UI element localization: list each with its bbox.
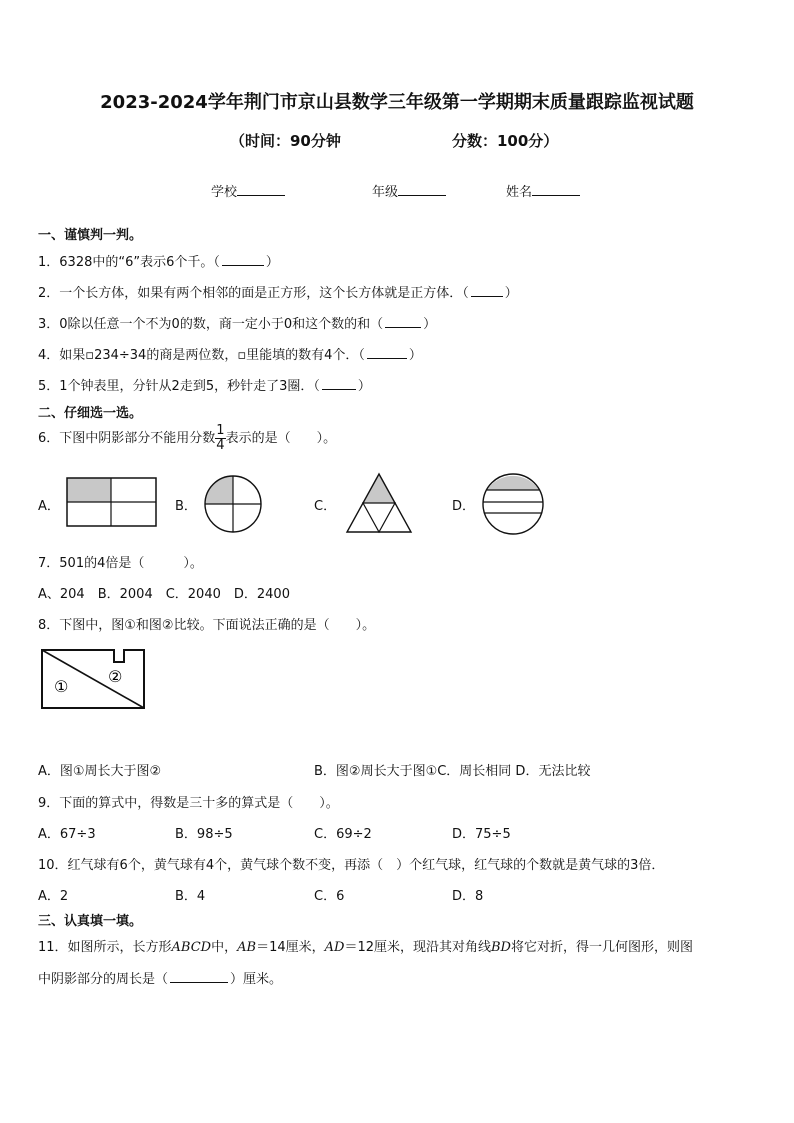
question-7-options[interactable]: A、204 B．2004 C．2040 D．2400 [38, 587, 290, 602]
school-field[interactable] [211, 181, 285, 200]
exam-time: （时间：90分钟 [230, 132, 341, 150]
answer-blank[interactable] [222, 253, 264, 266]
section-2-heading: 二、仔细选一选。 [38, 406, 143, 421]
question-6: 6．下图中阴影部分不能用分数 $\frac{1}{4}$ 表示的是（ ）。 [38, 423, 337, 453]
question-3: 3．0除以任意一个不为0的数，商一定小于0和这个数的和（ ） [38, 317, 437, 332]
figure-1-label: ① [54, 677, 69, 696]
name-field[interactable] [506, 181, 580, 200]
q6-option-c-label[interactable]: C． [314, 499, 337, 514]
q10-option-d[interactable]: D．8 [452, 889, 484, 904]
q9-option-b[interactable]: B．98÷5 [175, 827, 233, 842]
answer-blank[interactable] [322, 377, 356, 390]
q6-option-c-figure[interactable] [345, 472, 413, 534]
question-11-line-1: 11．如图所示，长方形ABCD中，AB＝14厘米，AD＝12厘米，现沿其对角线BD将它对折，得一几何图形，则图 [38, 940, 693, 955]
q8-option-a[interactable]: A．图①周长大于图② [38, 764, 162, 779]
q6-option-d-label[interactable]: D． [452, 499, 476, 514]
q6-option-b-figure[interactable] [203, 474, 263, 534]
q8-figure [40, 647, 146, 711]
exam-score: 分数：100分） [452, 132, 559, 150]
exam-title: 2023-2024学年荆门市京山县数学三年级第一学期期末质量跟踪监视试题 [100, 92, 694, 113]
school-blank[interactable] [237, 183, 285, 196]
grade-blank[interactable] [398, 183, 446, 196]
q10-option-c[interactable]: C．6 [314, 889, 345, 904]
figure-2-label: ② [108, 667, 123, 686]
question-1: 1．6328中的“6”表示6个千。（ ） [38, 255, 279, 270]
q6-option-a-label[interactable]: A． [38, 499, 60, 514]
school-label: 学校 [211, 185, 238, 200]
q6-option-d-figure[interactable] [480, 472, 546, 536]
fraction-one-quarter: $\frac{1}{4}$ [216, 423, 225, 453]
name-label: 姓名 [506, 185, 533, 200]
question-2: 2．一个长方体，如果有两个相邻的面是正方形，这个长方体就是正方体．（ ） [38, 286, 518, 301]
q6-option-b-label[interactable]: B． [175, 499, 197, 514]
question-9: 9．下面的算式中，得数是三十多的算式是（ ）。 [38, 796, 339, 811]
answer-blank[interactable] [471, 284, 503, 297]
question-7: 7．501的4倍是（ ）。 [38, 556, 203, 571]
answer-blank[interactable] [170, 970, 228, 983]
q10-option-b[interactable]: B．4 [175, 889, 206, 904]
answer-blank[interactable] [367, 346, 407, 359]
q10-option-a[interactable]: A．2 [38, 889, 69, 904]
question-4: 4．如果▫234÷34的商是两位数，▫里能填的数有4个．（ ） [38, 348, 422, 363]
q9-option-a[interactable]: A．67÷3 [38, 827, 96, 842]
question-5: 5．1个钟表里，分针从2走到5，秒针走了3圈．（ ） [38, 379, 371, 394]
section-3-heading: 三、认真填一填。 [38, 914, 143, 929]
question-11-line-2: 中阴影部分的周长是（ ）厘米。 [38, 972, 283, 987]
answer-blank[interactable] [385, 315, 421, 328]
q6-option-a-figure[interactable] [66, 477, 158, 529]
grade-label: 年级 [372, 185, 399, 200]
q9-option-d[interactable]: D．75÷5 [452, 827, 511, 842]
question-10: 10．红气球有6个，黄气球有4个，黄气球个数不变，再添（ ）个红气球，红气球的个数就是黄气球的3倍． [38, 858, 665, 873]
section-1-heading: 一、谨慎判一判。 [38, 228, 143, 243]
q9-option-c[interactable]: C．69÷2 [314, 827, 372, 842]
q8-options-bcd[interactable]: B．图②周长大于图①C．周长相同 D．无法比较 [314, 764, 591, 779]
name-blank[interactable] [532, 183, 580, 196]
question-8: 8．下图中，图①和图②比较。下面说法正确的是（ ）。 [38, 618, 376, 633]
grade-field[interactable] [372, 181, 446, 200]
